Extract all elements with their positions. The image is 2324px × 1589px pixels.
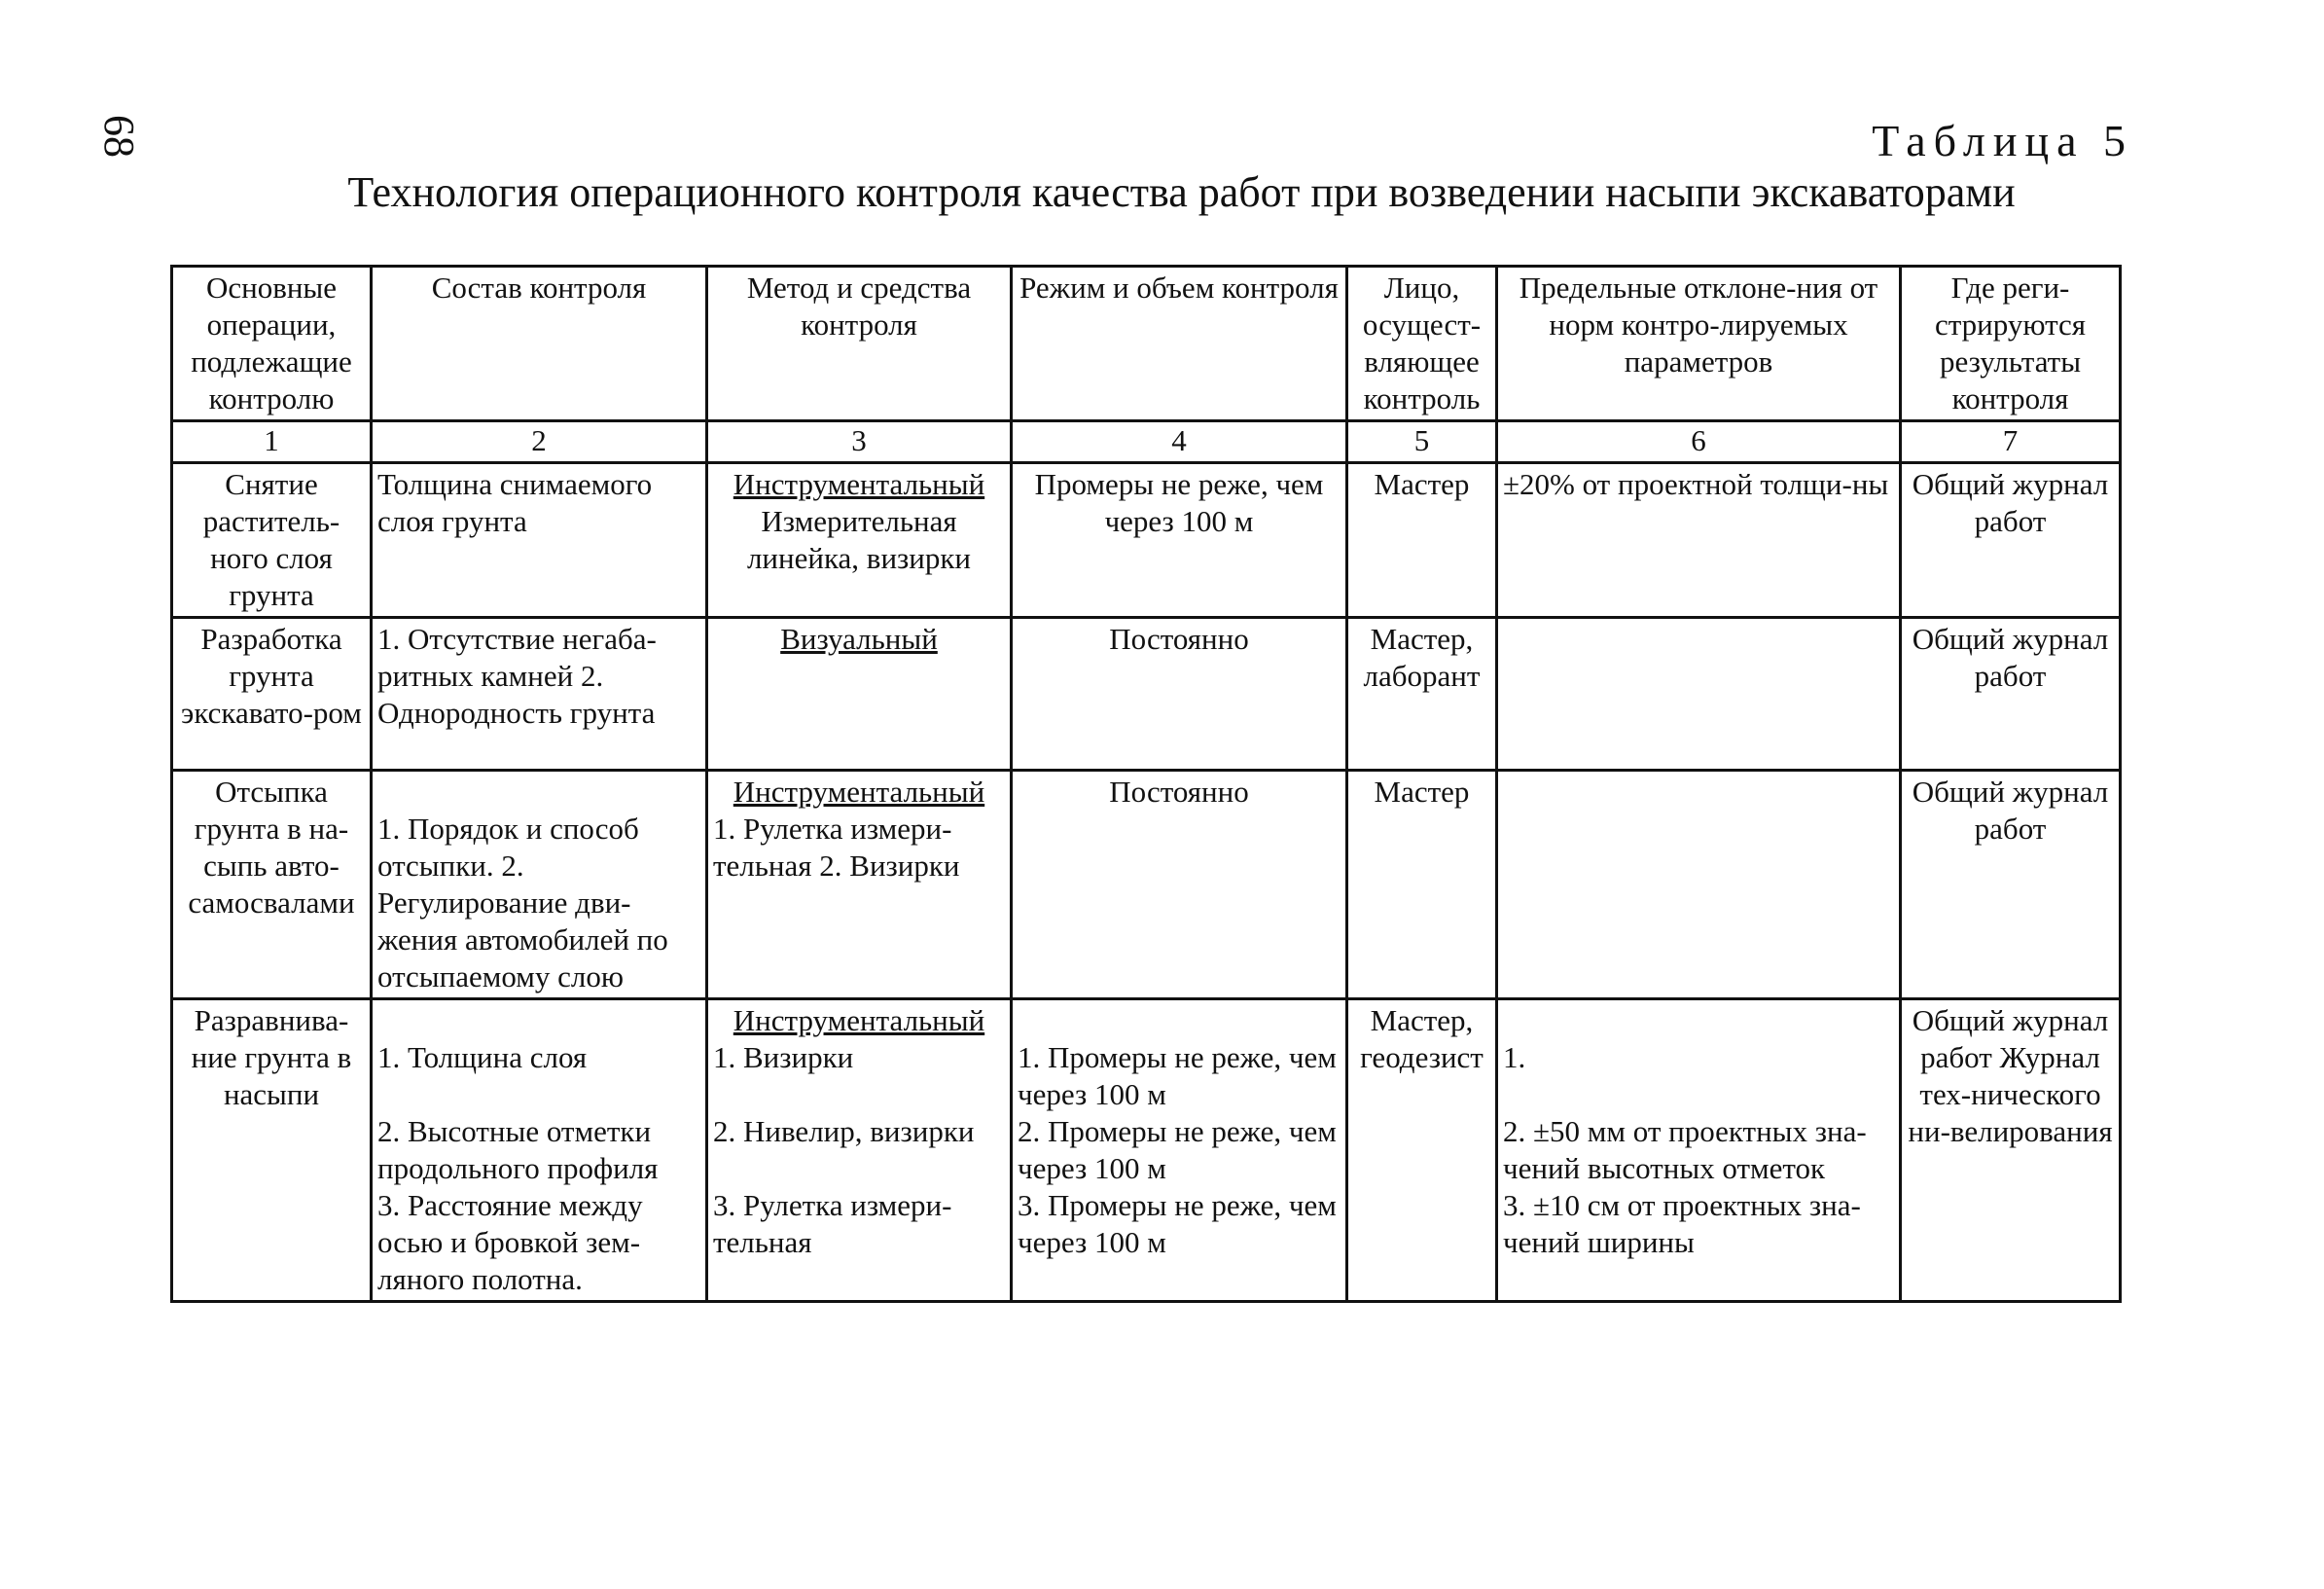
register-cell: Общий журнал работ (1901, 463, 2121, 618)
method-cell (707, 463, 1012, 618)
method-item: 3. Рулетка измери-тельная (713, 1188, 952, 1259)
operation-cell: Снятие раститель-ного слоя грунта (172, 463, 372, 618)
mode-item: 2. Промеры не реже, чем через 100 м (1018, 1114, 1337, 1185)
mode-cell: Постоянно (1012, 618, 1347, 771)
method-text: Измерительная линейка, визирки (746, 504, 972, 575)
table-row (172, 463, 2121, 618)
column-number: 7 (1901, 421, 2121, 463)
table-row (172, 771, 2121, 999)
method-cell (707, 999, 1012, 1302)
composition-item: 1. Толщина слоя (377, 1040, 588, 1074)
table-row (172, 618, 2121, 771)
header-method: Метод и средства контроля (707, 267, 1012, 421)
person-cell: Мастер (1347, 463, 1497, 618)
control-table (170, 265, 2122, 1303)
method-text: 1. Рулетка измери-тельная 2. Визирки (713, 812, 960, 883)
method-title: Инструментальный (733, 1003, 985, 1037)
deviation-item: 1. (1503, 1040, 1526, 1074)
column-number: 6 (1497, 421, 1901, 463)
mode-item: 3. Промеры не реже, чем через 100 м (1018, 1188, 1337, 1259)
header-mode: Режим и объем контроля (1012, 267, 1347, 421)
column-number: 5 (1347, 421, 1497, 463)
table-row (172, 999, 2121, 1302)
deviation-cell: ±20% от проектной толщи-ны (1497, 463, 1901, 618)
composition-item: 2. Высотные отметки продольного профиля (377, 1114, 659, 1185)
composition-item: 3. Расстояние между осью и бровкой зем-ляного полотна. (377, 1188, 643, 1296)
method-cell (707, 618, 1012, 771)
register-cell: Общий журнал работ (1901, 618, 2121, 771)
person-cell: Мастер, геодезист (1347, 999, 1497, 1302)
register-cell: Общий журнал работ (1901, 771, 2121, 999)
header-register: Где реги-стрируются результаты контроля (1901, 267, 2121, 421)
header-composition: Состав контроля (372, 267, 707, 421)
method-cell (707, 771, 1012, 999)
person-cell: Мастер (1347, 771, 1497, 999)
person-cell: Мастер, лаборант (1347, 618, 1497, 771)
operation-cell: Разравнива-ние грунта в насыпи (172, 999, 372, 1302)
composition-text: 1. Порядок и способ отсыпки. 2. Регулирование дви-жения автомобилей по отсыпаемому слою (377, 812, 668, 993)
column-number: 1 (172, 421, 372, 463)
mode-cell (1012, 999, 1347, 1302)
operation-cell: Отсыпка грунта в на-сыпь авто-самосвалами (172, 771, 372, 999)
deviation-item: 2. ±50 мм от проектных зна-чений высотных отметок (1503, 1114, 1867, 1185)
column-number-row (172, 421, 2121, 463)
header-deviation: Предельные отклоне-ния от норм контро-лируемых параметров (1497, 267, 1901, 421)
page-number: 68 (95, 115, 143, 158)
method-item: 2. Нивелир, визирки (713, 1114, 975, 1148)
column-number: 3 (707, 421, 1012, 463)
header-operations: Основные операции, подлежащие контролю (172, 267, 372, 421)
operation-cell: Разработка грунта экскавато-ром (172, 618, 372, 771)
register-cell: Общий журнал работ Журнал тех-нического ни-велирования (1901, 999, 2121, 1302)
table-title: Технология операционного контроля качества работ при возведении насыпи экскаваторами (347, 168, 2016, 216)
method-title: Визуальный (780, 622, 938, 656)
mode-cell: Постоянно (1012, 771, 1347, 999)
method-title: Инструментальный (733, 775, 985, 809)
method-title: Инструментальный (733, 467, 985, 501)
deviation-cell (1497, 618, 1901, 771)
table-number: Таблица 5 (1872, 116, 2133, 165)
composition-cell (372, 999, 707, 1302)
deviation-cell (1497, 771, 1901, 999)
composition-cell (372, 771, 707, 999)
column-number: 4 (1012, 421, 1347, 463)
mode-item: 1. Промеры не реже, чем через 100 м (1018, 1040, 1337, 1111)
composition-cell: 1. Отсутствие негаба-ритных камней 2. Однородность грунта (372, 618, 707, 771)
mode-cell: Промеры не реже, чем через 100 м (1012, 463, 1347, 618)
column-number: 2 (372, 421, 707, 463)
method-item: 1. Визирки (713, 1040, 854, 1074)
deviation-item: 3. ±10 см от проектных зна-чений ширины (1503, 1188, 1861, 1259)
deviation-cell (1497, 999, 1901, 1302)
header-person: Лицо, осущест-вляющее контроль (1347, 267, 1497, 421)
composition-cell: Толщина снимаемого слоя грунта (372, 463, 707, 618)
header-row (172, 267, 2121, 421)
